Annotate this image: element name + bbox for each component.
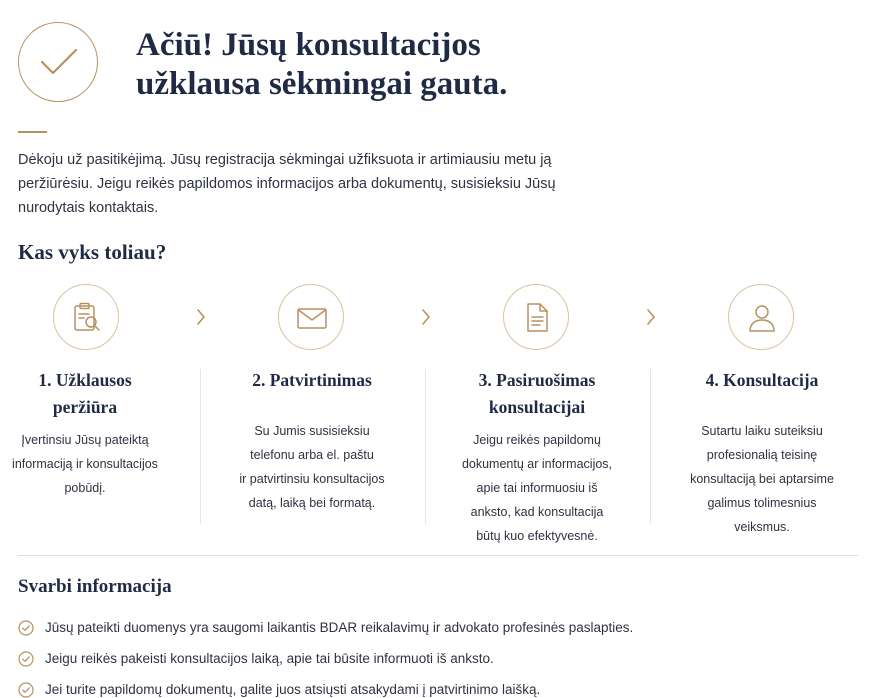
intro-line-2: peržiūrėsiu. Jeigu reikės papildomos informacijos arba dokumentų, susisieksiu Jūsų	[18, 176, 556, 192]
list-item	[18, 643, 633, 674]
step-2-title	[217, 367, 407, 394]
step-3-text-line-1: Jeigu reikės papildomų	[473, 433, 601, 447]
step-1-title-line-2: peržiūra	[52, 397, 118, 417]
step-3-text-line-3: apie tai informuosiu iš	[476, 481, 598, 495]
intro-line-1: Dėkoju už pasitikėjimą. Jūsų registracija sėkmingai užfiksuota ir artimiausiu metu ją	[18, 152, 552, 168]
check-circle-icon	[18, 682, 34, 698]
intro-line-3: nurodytais kontaktais.	[18, 200, 159, 216]
step-4-text-line-2: profesionalią teisinę	[706, 448, 818, 462]
page-title-line-2: užklausa sėkmingai gauta.	[136, 66, 508, 102]
page-title	[136, 26, 776, 104]
step-2-text-line-3: ir patvirtinsiu konsultacijos	[239, 472, 385, 486]
chevron-right-icon	[645, 307, 657, 327]
step-3-text-line-4: anksto, kad konsultacija	[470, 505, 604, 519]
step-4-text-line-3: konsultaciją bei aptarsime	[690, 472, 834, 486]
step-divider	[200, 369, 201, 524]
step-3-title-line-2: konsultacijai	[488, 397, 586, 417]
step-2-text-line-1: Su Jumis susisieksiu	[254, 424, 370, 438]
step-4-title-line-1: 4. Konsultacija	[705, 370, 819, 390]
step-4-text-line-4: galimus tolimesnius	[707, 496, 817, 510]
document-icon	[503, 284, 569, 350]
step-4-title	[667, 367, 857, 394]
step-1-text-line-2: informaciją ir konsultacijos	[12, 457, 158, 471]
list-item-text: Jeigu reikės pakeisti konsultacijos laiką, apie tai būsite informuoti iš anksto.	[45, 651, 494, 666]
accent-divider	[18, 131, 47, 133]
page-title-line-1: Ačiū! Jūsų konsultacijos	[136, 27, 481, 63]
step-divider	[425, 369, 426, 524]
step-4-text-line-5: veiksmus.	[734, 520, 790, 534]
list-item	[18, 612, 633, 643]
step-3-title	[442, 367, 632, 421]
step-2-text-line-2: telefonu arba el. paštu	[250, 448, 374, 462]
chevron-right-icon	[420, 307, 432, 327]
important-info-title: Svarbi informacija	[18, 576, 172, 597]
step-4-text-line-1: Sutartu laiku suteiksiu	[701, 424, 823, 438]
step-3-text	[439, 428, 635, 548]
step-divider	[650, 369, 651, 524]
step-1-title	[0, 367, 180, 421]
chevron-right-icon	[195, 307, 207, 327]
check-circle-icon	[18, 620, 34, 636]
envelope-icon	[278, 284, 344, 350]
step-3-title-line-1: 3. Pasiruošimas	[478, 370, 596, 390]
user-icon	[728, 284, 794, 350]
step-1-title-line-1: 1. Užklausos	[38, 370, 132, 390]
step-3-text-line-2: dokumentų ar informacijos,	[461, 457, 613, 471]
step-3-text-line-5: būtų kuo efektyvesnė.	[476, 529, 598, 543]
check-circle-icon	[18, 22, 98, 102]
list-item-text: Jūsų pateikti duomenys yra saugomi laikantis BDAR reikalavimų ir advokato profesinės paslapties.	[45, 620, 634, 635]
clipboard-search-icon	[53, 284, 119, 350]
step-1-text	[0, 428, 183, 500]
step-1-text-line-1: Įvertinsiu Jūsų pateiktą	[21, 433, 149, 447]
step-2-title-line-1: 2. Patvirtinimas	[252, 370, 372, 390]
important-info-list	[18, 612, 633, 698]
step-2-text-line-4: datą, laiką bei formatą.	[248, 496, 376, 510]
step-2-text	[214, 419, 410, 515]
next-steps-title: Kas vyks toliau?	[18, 240, 167, 264]
step-1-text-line-3: pobūdį.	[64, 481, 106, 495]
list-item	[18, 674, 633, 698]
section-divider	[18, 555, 858, 556]
intro-text	[18, 148, 658, 220]
list-item-text: Jei turite papildomų dokumentų, galite juos atsiųsti atsakydami į patvirtinimo laišką.	[45, 682, 541, 697]
check-circle-icon	[18, 651, 34, 667]
step-4-text	[664, 419, 860, 539]
